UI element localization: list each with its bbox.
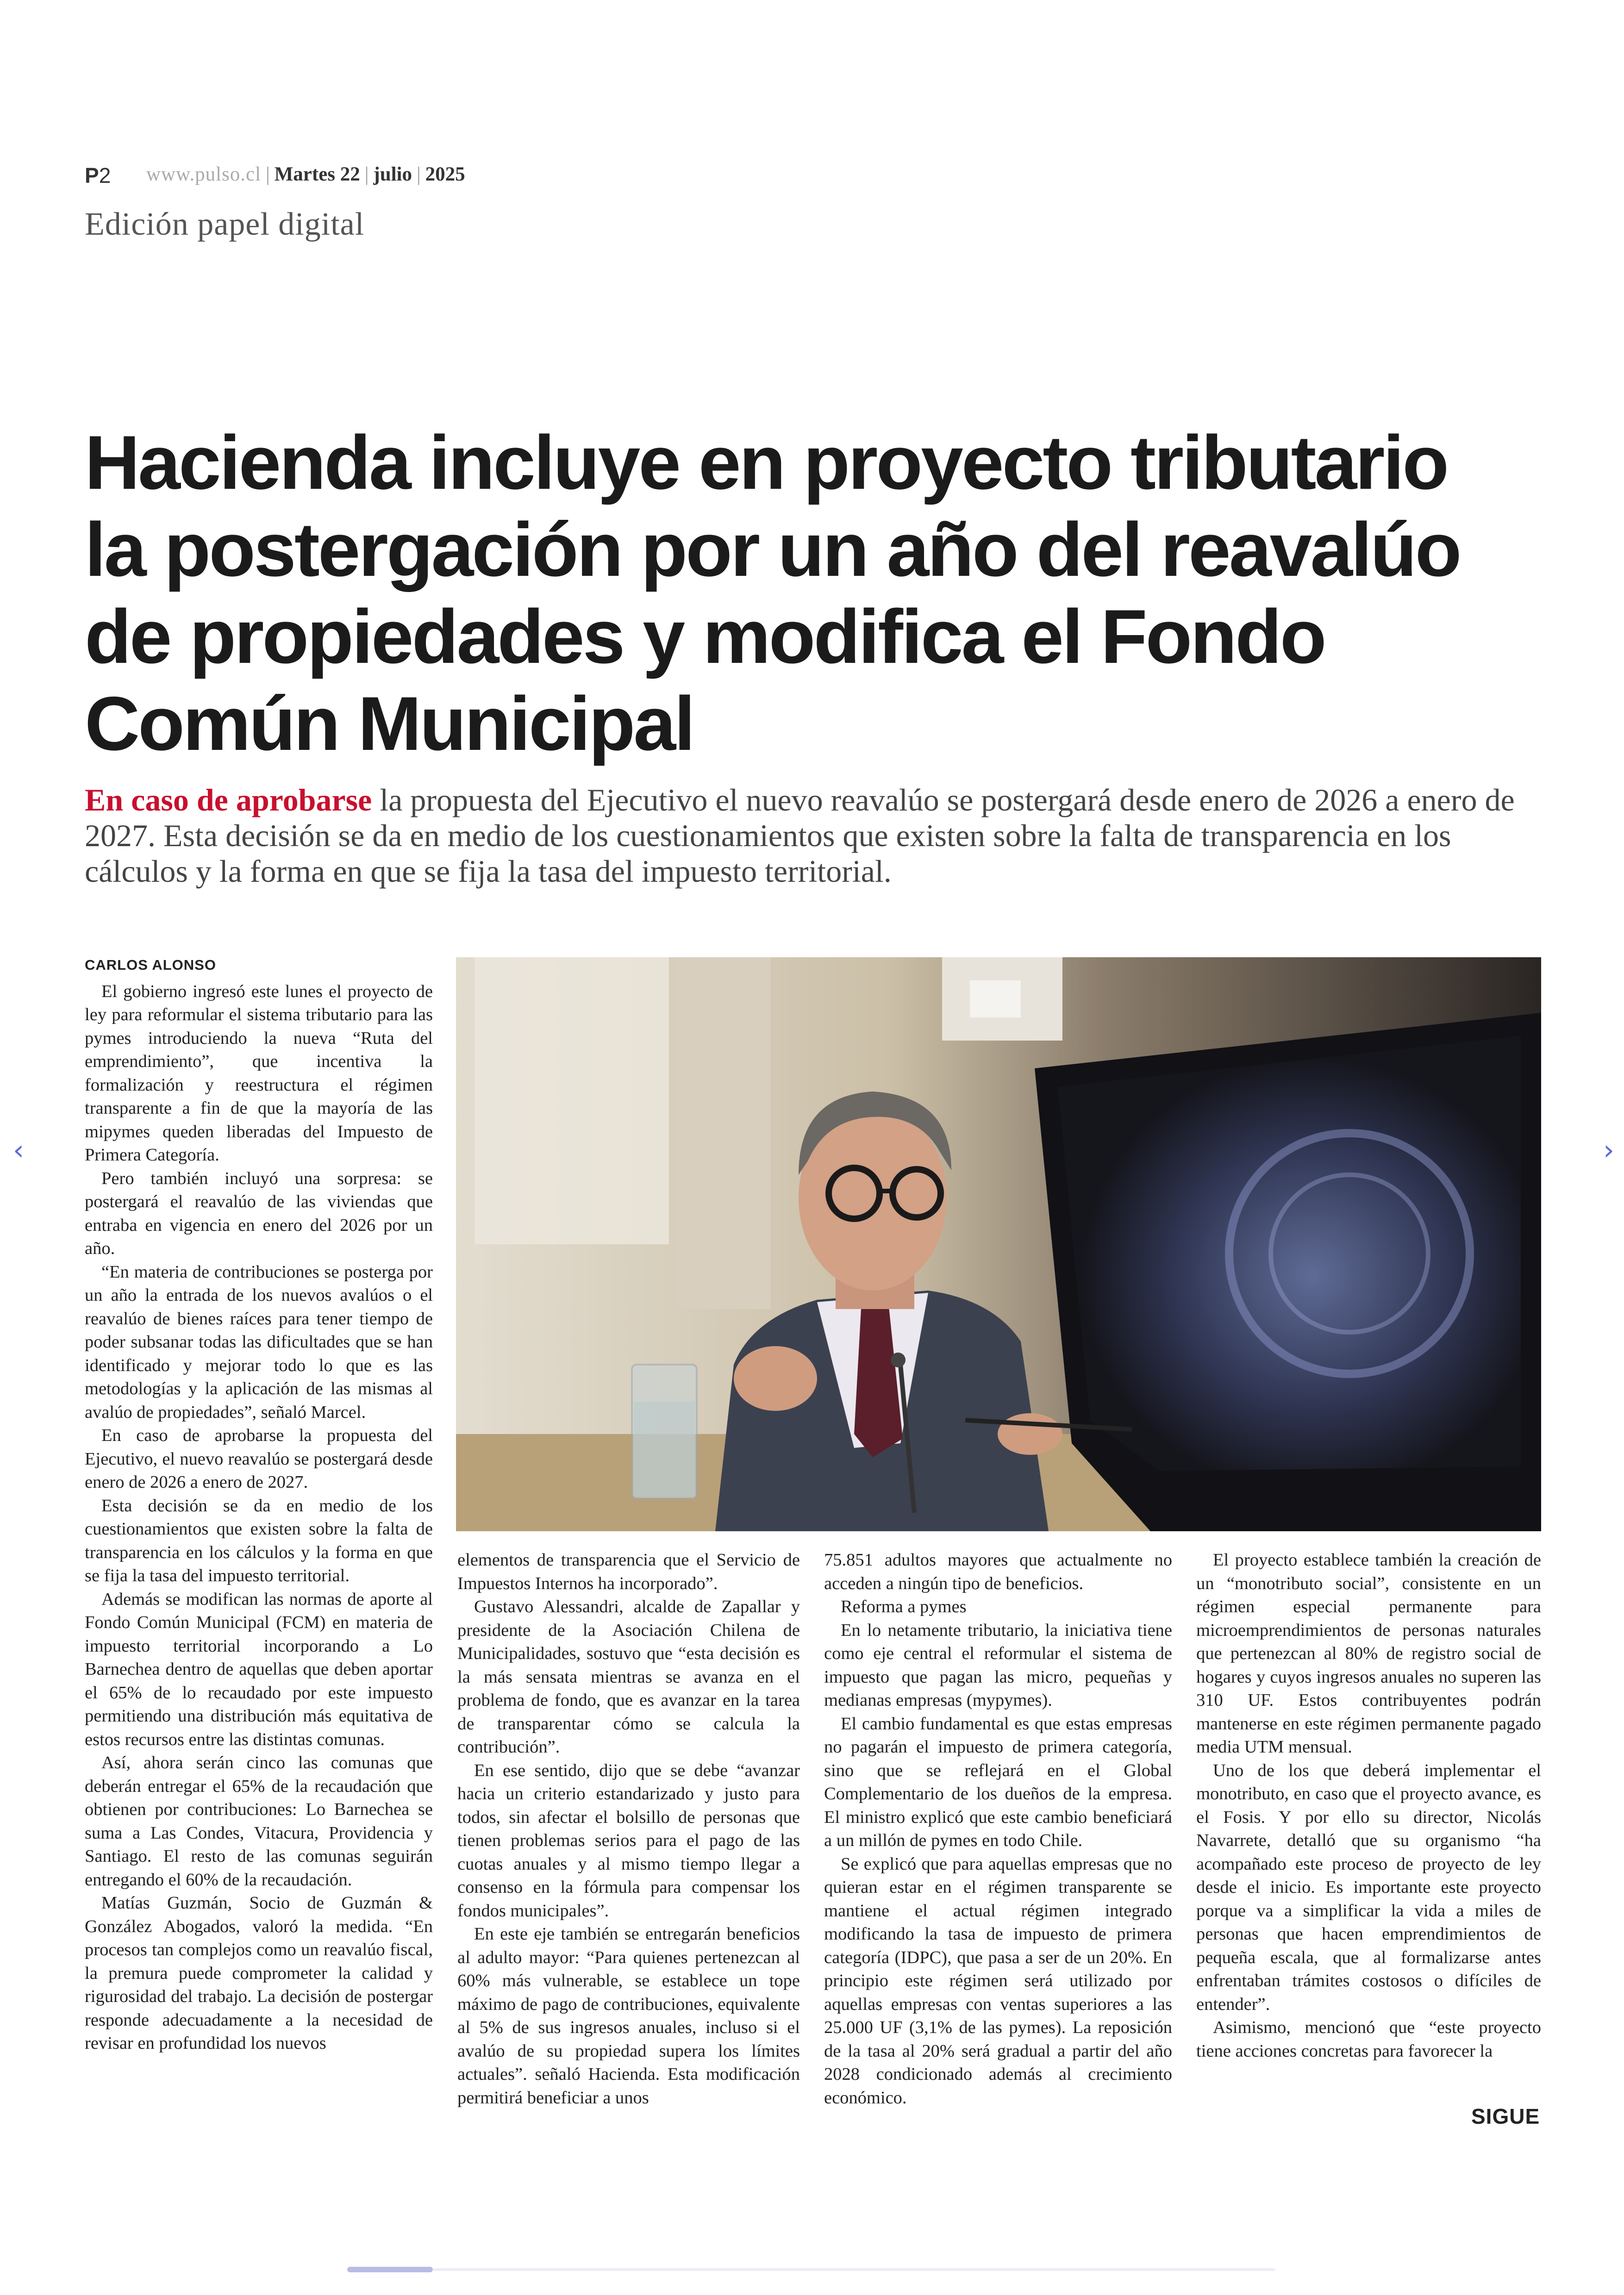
chevron-left-icon[interactable]: ‹ xyxy=(13,1134,24,1166)
site-url[interactable]: www.pulso.cl xyxy=(146,163,262,185)
continue-label: SIGUE xyxy=(1471,2104,1540,2128)
article-column-1: CARLOS ALONSO El gobierno ingresó este lunes el proyecto de ley para reformular el sistema tributario para las pymes introduciendo la nueva “Ruta del emprendimiento”, que incentiva la formalización y reestructura el régimen transparente a fin de que la mayoría de las mipymes queden liberadas del Impuesto de Primera Categoría. Pero también incluyó una sorpresa: se postergará el reavalúo de las viviendas que entraba en vigencia en enero del 2026 por un año. “En materia de contribuciones se posterga por un año la entrada de los nuevos avalúos o el reavalúo de bienes raíces para tener tiempo de poder subsanar todas las dificultades que se han identificado y mejorar todo lo que es las metodologías y la aplicación de las mismas al avalúo de propiedades”, señaló Marcel. En caso de aprobarse la propuesta del Ejecutivo, el nuevo reavalúo se postergará desde enero de 2026 a enero de 2027. Esta decisión se da en medio de los cuestionamientos que existen sobre la falta de transparencia en los cálculos y la forma en que se fija la tasa del impuesto territorial. Además se modifican las normas de aporte al Fondo Común Municipal (FCM) en materia de impuesto territorial incorporando a Lo Barnechea dentro de aquellas que deben aportar el 65% de lo recaudado por este impuesto permitiendo una distribución más equitativa de estos recursos entre las distintas comunas. Así, ahora serán cinco las comunas que deberán entregar el 65% de la recaudación que obtienen por contribuciones: Lo Barnechea se suma a Las Condes, Vitacura, Providencia y Santiago. El resto de las comunas seguirán entregando el 60% de la recaudación. Matías Guzmán, Socio de Guzmán & González Abogados, valoró la medida. “En procesos tan complejos como un reavalúo fiscal, la premura puede comprometer la calidad y rigurosidad del trabajo. La decisión de postergar responde adecuadamente a la necesidad de revisar en profundidad los nuevos xyxy=(85,954,433,2055)
article-column-2: elementos de transparencia que el Servicio de Impuestos Internos ha incorporado”. Gustavo Alessandri, alcalde de Zapallar y presidente de la Asociación Chilena de Municipalidades, sostuvo que “esta decisión es la más sensata mientras se avanza en el problema de fondo, que es avanzar en la tarea de transparentar cómo se calcula la contribución”. En ese sentido, dijo que se debe “avanzar hacia un criterio estandarizado y justo para todos, sin afectar el bolsillo de personas que tienen problemas serios para el pago de las cuotas anuales y al mismo tiempo llegar a consenso en la fórmula para compensar los fondos municipales”. En este eje también se entregarán beneficios al adulto mayor: “Para quienes pertenezcan al 60% más vulnerable, se establece un tope máximo de pago de contribuciones, equivalente al 5% de sus ingresos anuales, incluso si el avalúo de su propiedad supera los límites actuales”. señaló Hacienda. Esta modificación permitirá beneficiar a unos xyxy=(457,1550,800,2108)
subhead-reforma: Reforma a pymes xyxy=(841,1597,967,1616)
deck: En caso de aprobarse la propuesta del Ejecutivo el nuevo reavalúo se postergará desde enero de 2026 a enero de 2027. Esta decisión se da en medio de los cuestionamientos que existen sobre la falta de transparencia en los cálculos y la forma en que se fija la tasa del impuesto territorial. xyxy=(85,782,1515,889)
byline: CARLOS ALONSO xyxy=(85,957,216,973)
headline: Hacienda incluye en proyecto tributario la postergación por un año del reavalúo de propiedades y modifica el Fondo Común Municipal xyxy=(85,420,1460,766)
edition-label: Edición papel digital xyxy=(85,206,365,242)
article-column-3: 75.851 adultos mayores que actualmente no acceden a ningún tipo de beneficios. Reforma a pymes En lo netamente tributario, la iniciativa tiene como eje central el reformular el sistema de impuesto que pagan las micro, pequeñas y medianas empresas (mypymes). El cambio fundamental es que estas empresas no pagarán el impuesto de primera categoría, sino que se reflejará en el Global Complementario de los dueños de la empresa. El ministro explicó que este cambio beneficiará a un millón de pymes en todo Chile. Se explicó que para aquellas empresas que no quieran estar en el régimen transparente se mantiene el actual régimen integrado modificando la tasa de impuesto de primera categoría (IDPC), que pasa a ser de un 20%. En principio este régimen será utilizado por aquellas empresas con ventas superiores a las 25.000 UF (3,1% de las pymes). La reposición de la tasa al 20% será gradual a partir del año 2028 condicionado además al crecimiento económico. xyxy=(824,1550,1172,2108)
page-scroll-track[interactable] xyxy=(433,2268,1275,2271)
page-scroll-thumb[interactable] xyxy=(347,2267,433,2272)
article-column-4: El proyecto establece también la creación de un “monotributo social”, consistente en un régimen especial permanente para microemprendimientos de personas naturales que pertenezcan al 80% de registro social de hogares y cuyos ingresos anuales no superen las 310 UF. Estos contribuyentes podrán mantenerse en este régimen permanente pagado media UTM mensual. Uno de los que deberá implementar el monotributo, en caso que el proyecto avance, es el Fosis. Y por ello su director, Nicolás Navarrete, detalló que su organismo “ha acompañado este proceso de proyecto de ley desde el inicio. Es importante este proyecto porque va a simplificar la vida a miles de personas que hacen emprendimientos de pequeña escala, que al formalizarse antes enfrentaban trámites costosos o difíciles de entender”. Asimismo, mencionó que “este proyecto tiene acciones concretas para favorecer la xyxy=(1196,1550,1541,2061)
chevron-right-icon[interactable]: › xyxy=(1603,1134,1614,1166)
dateline: www.pulso.cl | Martes 22 | julio | 2025 xyxy=(146,163,465,185)
article-photo xyxy=(456,957,1541,1531)
page-number: P2 xyxy=(85,163,111,187)
